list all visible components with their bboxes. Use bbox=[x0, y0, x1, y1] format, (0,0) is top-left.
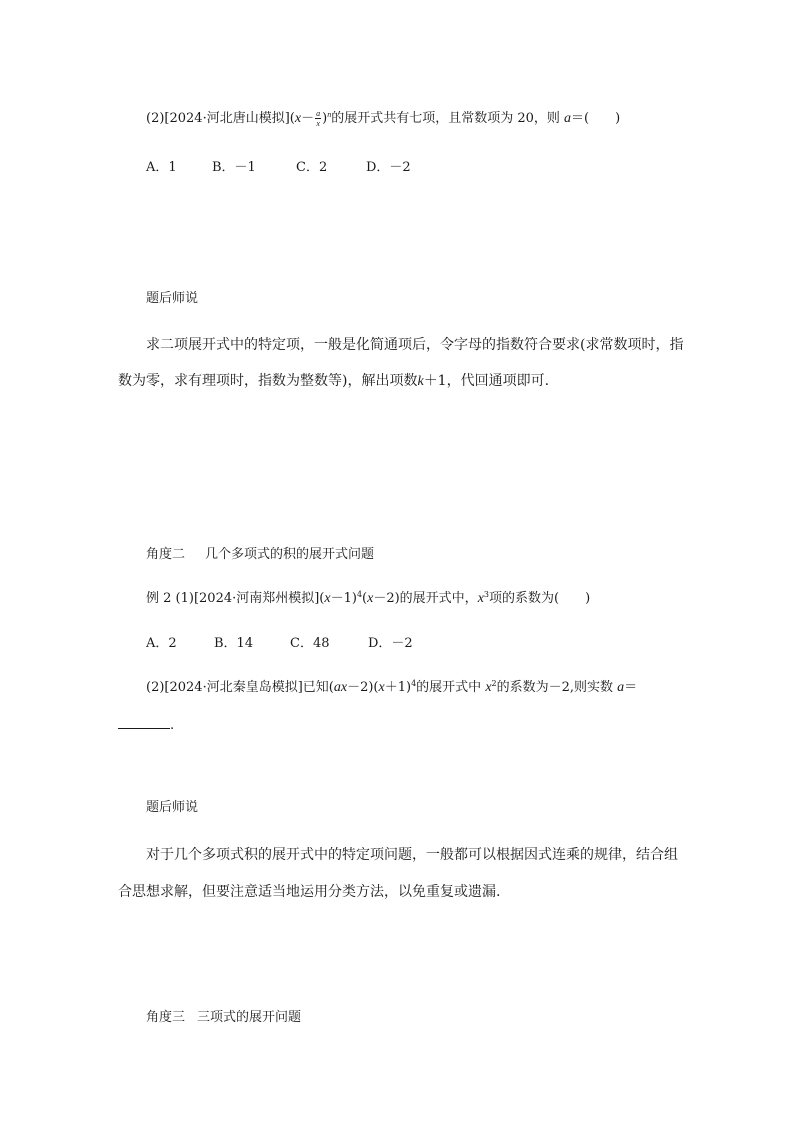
options-row-2 bbox=[146, 635, 413, 653]
answer-paren: ＝( ) bbox=[571, 111, 621, 126]
options-row-1 bbox=[146, 159, 411, 177]
variable-x: x bbox=[294, 111, 302, 126]
question-source: [2024·河北唐山模拟] bbox=[164, 111, 290, 126]
variable-a: a bbox=[564, 111, 572, 126]
option-b[interactable]: B．－1 bbox=[212, 160, 256, 175]
question-number: (2) bbox=[146, 111, 165, 126]
example-2-line: 例 2 (1)[2024·河南郑州模拟]$(x-1)^4(x-2)$的展开式中，$x^3$项的系数为( ) bbox=[146, 590, 591, 606]
section-heading-angle-3: 角度三 三项式的展开问题 bbox=[146, 1010, 302, 1025]
option-c[interactable]: C．48 bbox=[290, 636, 330, 651]
note-line-1: 对于几个多项式积的展开式中的特定项问题，一般都可以根据因式连乘的规律，结合组 bbox=[146, 847, 678, 863]
question-2b-line: (2)[2024·河北秦皇岛模拟]已知$(ax-2)(x+1)^4$的展开式中 $x^2$的系数为－2,则实数 a＝ bbox=[146, 679, 638, 695]
note-line-1: 求二项展开式中的特定项，一般是化简通项后，令字母的指数符合要求(求常数项时，指 bbox=[146, 337, 684, 353]
option-d[interactable]: D．－2 bbox=[368, 636, 413, 651]
fraction-a-over-x: $\frac{a}{x}$ bbox=[316, 109, 321, 128]
option-a[interactable]: A．1 bbox=[146, 160, 177, 175]
note-title: 题后师说 bbox=[146, 800, 199, 815]
option-b[interactable]: B．14 bbox=[214, 636, 254, 651]
option-a[interactable]: A．2 bbox=[146, 636, 177, 651]
question-2-line: (2)[2024·河北唐山模拟](x－ $\frac{a}{x}$ )$^n$的展开式共有七项，且常数项为 20，则 a＝( ) bbox=[146, 109, 621, 128]
exponent-n: n bbox=[327, 110, 332, 119]
option-d[interactable]: D．－2 bbox=[366, 160, 411, 175]
section-heading-angle-2: 角度二 几个多项式的积的展开式问题 bbox=[146, 547, 375, 562]
note-line-2: 数为零，求有理项时，指数为整数等)，解出项数k＋1，代回通项即可. bbox=[118, 373, 550, 389]
answer-blank[interactable] bbox=[118, 716, 170, 729]
answer-blank-line: . bbox=[118, 716, 174, 735]
variable-k: k bbox=[417, 374, 424, 389]
question-text: 的展开式共有七项，且常数项为 20，则 bbox=[331, 111, 560, 126]
note-title: 题后师说 bbox=[146, 291, 199, 306]
note-line-2: 合思想求解，但要注意适当地运用分类方法，以免重复或遗漏. bbox=[118, 884, 501, 900]
option-c[interactable]: C．2 bbox=[296, 160, 328, 175]
